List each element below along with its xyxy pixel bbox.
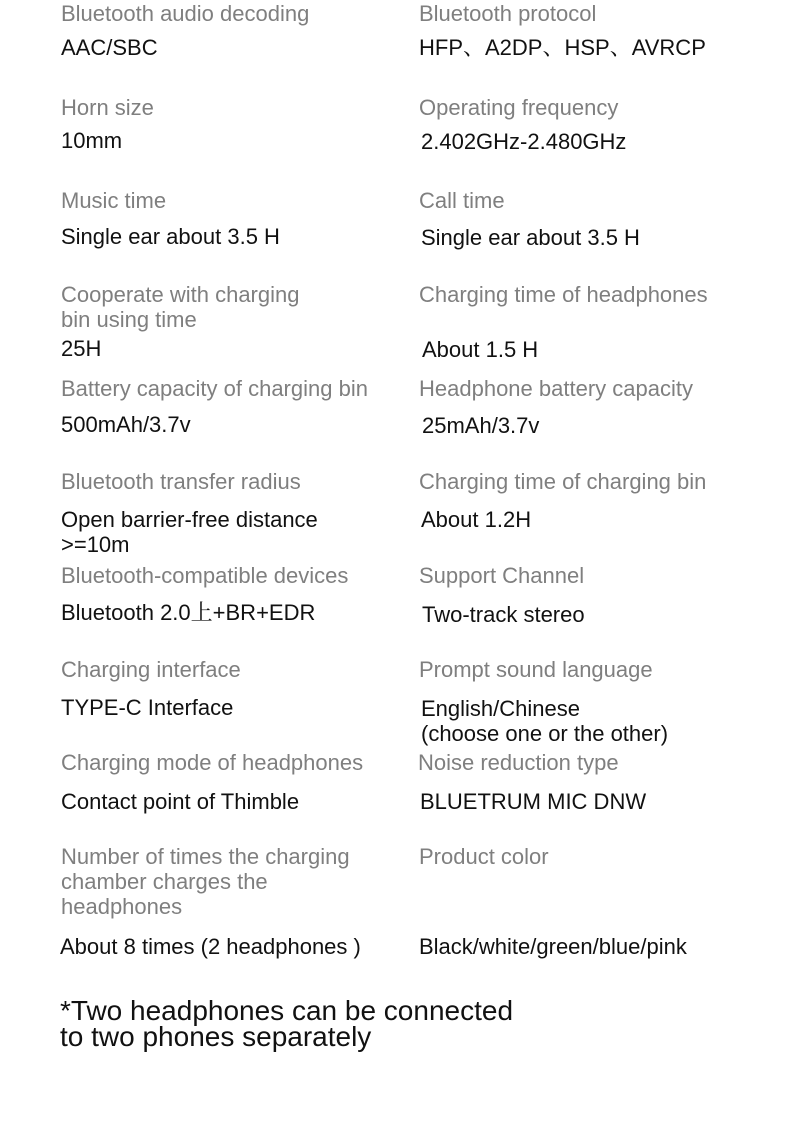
spec-label-charging-time-headphones: Charging time of headphones [419, 282, 708, 307]
spec-value-charging-bin-using-time: 25H [61, 336, 102, 361]
spec-value-product-color: Black/white/green/blue/pink [419, 934, 687, 959]
spec-label-charging-mode-headphones: Charging mode of headphones [61, 750, 364, 775]
spec-value-noise-reduction-type: BLUETRUM MIC DNW [420, 789, 647, 814]
spec-value-headphone-battery-capacity: 25mAh/3.7v [422, 413, 540, 438]
spec-label-charging-chamber-times: Number of times the charging chamber charges the headphones [61, 844, 350, 919]
spec-value-bluetooth-audio-decoding: AAC/SBC [61, 35, 158, 60]
spec-label-bluetooth-protocol: Bluetooth protocol [419, 1, 597, 26]
spec-value-support-channel: Two-track stereo [422, 602, 585, 627]
spec-label-music-time: Music time [61, 188, 167, 213]
spec-value-battery-capacity-bin: 500mAh/3.7v [61, 412, 191, 437]
spec-value-call-time: Single ear about 3.5 H [421, 225, 640, 250]
spec-value-charging-interface: TYPE-C Interface [61, 695, 234, 720]
spec-label-headphone-battery-capacity: Headphone battery capacity [419, 376, 693, 401]
footnote: *Two headphones can be connected to two phones separately [60, 995, 514, 1052]
spec-value-bluetooth-transfer-radius: Open barrier-free distance >=10m [61, 507, 318, 557]
spec-value-music-time: Single ear about 3.5 H [61, 224, 280, 249]
spec-label-charging-bin-using-time: Cooperate with charging bin using time [61, 282, 300, 332]
spec-label-call-time: Call time [419, 188, 505, 213]
spec-label-horn-size: Horn size [61, 95, 154, 120]
spec-label-noise-reduction-type: Noise reduction type [418, 750, 619, 775]
spec-value-bluetooth-protocol: HFP、A2DP、HSP、AVRCP [419, 35, 706, 60]
spec-label-battery-capacity-bin: Battery capacity of charging bin [61, 376, 368, 401]
spec-label-charging-time-bin: Charging time of charging bin [419, 469, 707, 494]
spec-value-bluetooth-compatible-devices: Bluetooth 2.0上+BR+EDR [61, 600, 316, 625]
spec-label-bluetooth-compatible-devices: Bluetooth-compatible devices [61, 563, 349, 588]
spec-value-prompt-sound-language: English/Chinese (choose one or the other) [421, 696, 669, 746]
spec-value-charging-time-headphones: About 1.5 H [422, 337, 539, 362]
spec-label-product-color: Product color [419, 844, 549, 869]
spec-value-operating-frequency: 2.402GHz-2.480GHz [421, 129, 627, 154]
spec-label-bluetooth-transfer-radius: Bluetooth transfer radius [61, 469, 301, 494]
spec-label-charging-interface: Charging interface [61, 657, 241, 682]
spec-value-charging-mode-headphones: Contact point of Thimble [61, 789, 300, 814]
spec-value-charging-time-bin: About 1.2H [421, 507, 532, 532]
spec-label-operating-frequency: Operating frequency [419, 95, 619, 120]
spec-label-bluetooth-audio-decoding: Bluetooth audio decoding [61, 1, 310, 26]
spec-label-support-channel: Support Channel [419, 563, 585, 588]
spec-label-prompt-sound-language: Prompt sound language [419, 657, 653, 682]
spec-value-horn-size: 10mm [61, 128, 123, 153]
spec-value-charging-chamber-times: About 8 times (2 headphones ) [60, 934, 361, 959]
